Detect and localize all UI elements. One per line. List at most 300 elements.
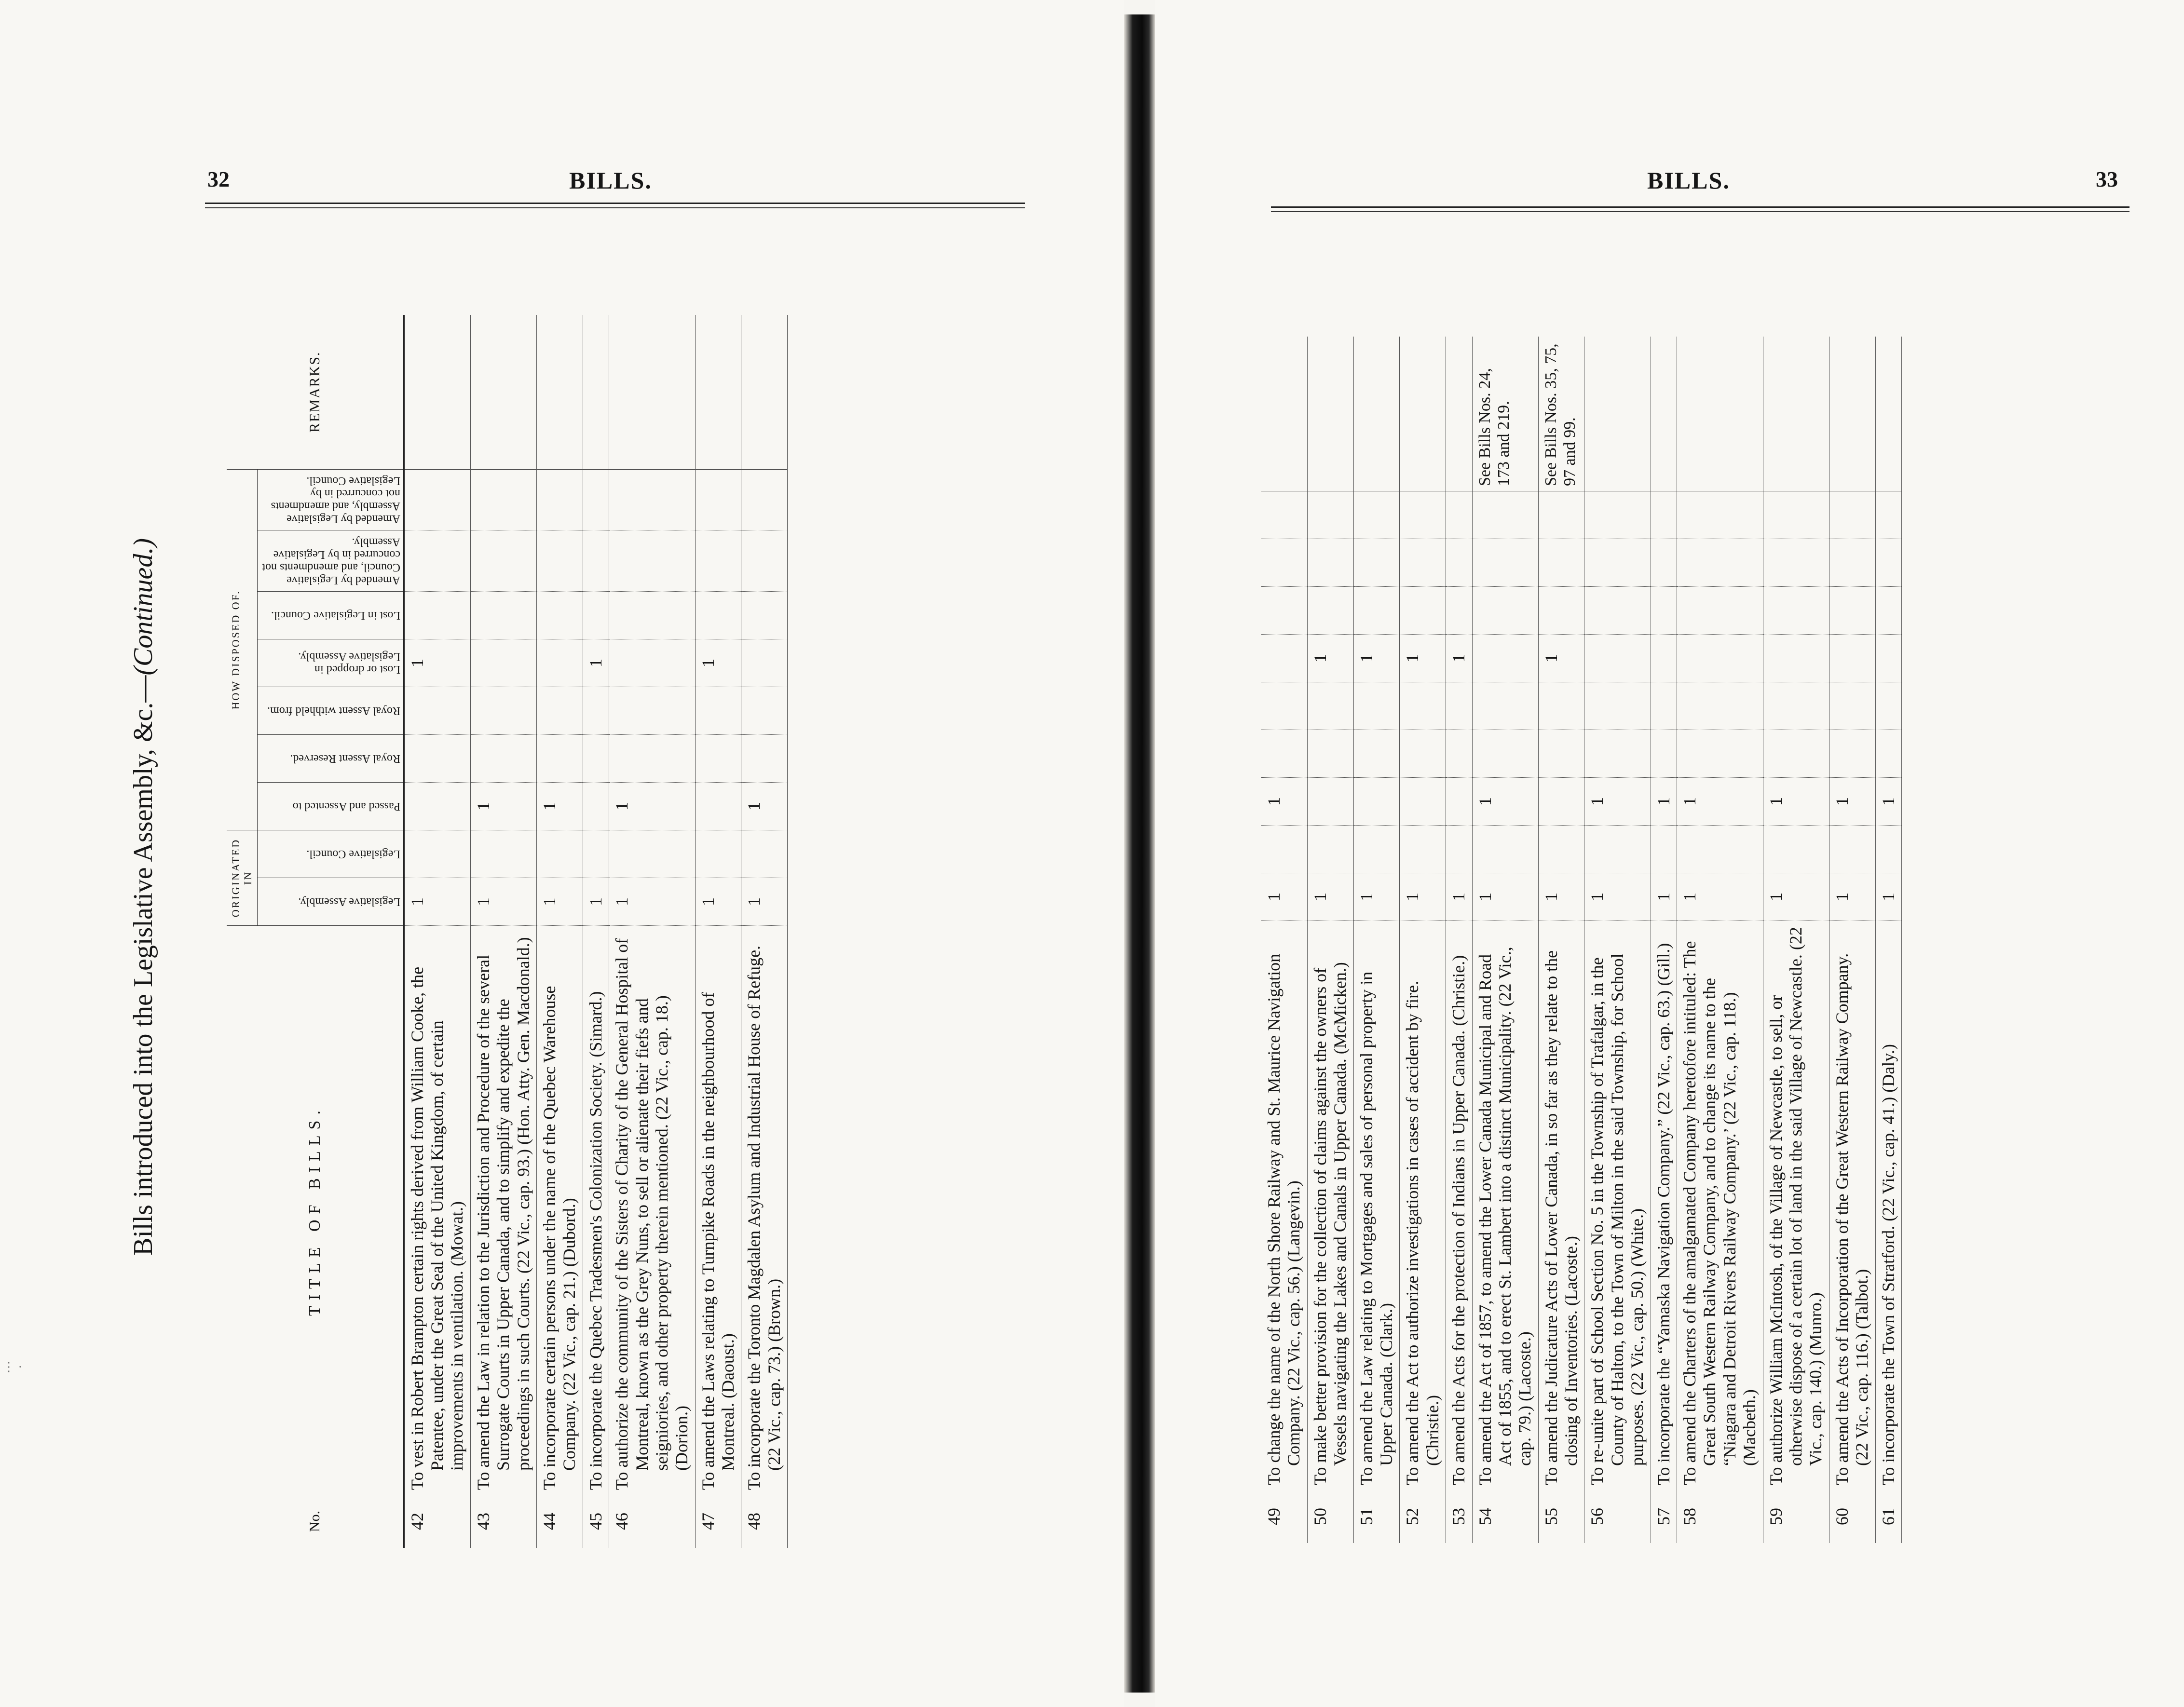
mark-col-3: [1446, 778, 1472, 826]
remark: [470, 315, 536, 470]
mark-col-5: [1829, 682, 1875, 730]
bill-number: 51: [1353, 1490, 1400, 1543]
mark-col-9: [1472, 491, 1538, 539]
column-header-text: Lost in Legislative Council.: [271, 609, 400, 622]
table-row: [695, 315, 741, 1548]
bill-number: 46: [609, 1495, 696, 1548]
right-page: [1155, 0, 2184, 1707]
mark-col-8: [404, 530, 470, 592]
table-row: [1875, 337, 1901, 1543]
column-header-text: Amended by Legislative Assembly, and amendments not concurred in by Legislative Council.: [271, 474, 400, 526]
bill-title: To amend the Act to authorize investigations in cases of accident by fire. (Christie.): [1400, 921, 1446, 1490]
header-rule-right-2: [1271, 211, 2129, 212]
mark-col-2: [1651, 826, 1677, 873]
mark-col-5: [609, 687, 696, 735]
column-header-text: Legislative Assembly.: [298, 895, 400, 908]
mark-col-1: 1: [1763, 873, 1829, 921]
mark-col-7: [741, 592, 788, 639]
remark: [1400, 337, 1446, 491]
mark-col-6: 1: [1538, 635, 1584, 682]
mark-col-3: [583, 783, 609, 830]
mark-col-8: [1307, 539, 1353, 587]
mark-col-9: [1446, 491, 1472, 539]
mark-col-3: 1: [609, 783, 696, 830]
table-row: [1353, 337, 1400, 1543]
column-header-3: [257, 783, 404, 830]
remark: [1651, 337, 1677, 491]
mark-col-5: [404, 687, 470, 735]
mark-col-1: 1: [1472, 873, 1538, 921]
mark-col-6: [1763, 635, 1829, 682]
mark-col-4: [470, 735, 536, 783]
mark-col-5: [470, 687, 536, 735]
bill-title: To amend the Judicature Acts of Lower Canada, in so far as they relate to the closing of Inventories. (Lacoste.): [1538, 921, 1584, 1490]
mark-col-9: [470, 469, 536, 530]
table-row: [470, 315, 536, 1548]
mark-col-4: [1763, 730, 1829, 778]
mark-col-5: [1307, 682, 1353, 730]
page-number-right: 33: [2096, 167, 2118, 191]
mark-col-3: 1: [741, 783, 788, 830]
mark-col-8: [1651, 539, 1677, 587]
table-row: [404, 315, 470, 1548]
column-header-2: [257, 830, 404, 878]
mark-col-6: [1677, 635, 1763, 682]
table-row: [1677, 337, 1763, 1543]
header-originated: ORIGINATED IN: [227, 830, 257, 926]
mark-col-1: 1: [741, 878, 788, 926]
mark-col-6: [609, 639, 696, 687]
left-table-rotated: [128, 246, 1042, 1548]
mark-col-8: [1829, 539, 1875, 587]
mark-col-3: [695, 783, 741, 830]
mark-col-8: [1763, 539, 1829, 587]
mark-col-5: [1261, 682, 1307, 730]
header-remarks: REMARKS.: [227, 315, 404, 470]
mark-col-8: [1472, 539, 1538, 587]
table-row: [1446, 337, 1472, 1543]
mark-col-8: [1261, 539, 1307, 587]
mark-col-1: 1: [1538, 873, 1584, 921]
bill-title: To authorize William McIntosh, of the Village of Newcastle, to sell, or otherwise dispose of a certain lot of land in the said Village of Newcastle. (22 Vic., cap. 140.) (Munro.): [1763, 921, 1829, 1490]
mark-col-1: 1: [1677, 873, 1763, 921]
page-number-left: 32: [207, 167, 230, 191]
mark-col-7: [1446, 587, 1472, 635]
bill-title: To amend the Laws relating to Turnpike Roads in the neighbourhood of Montreal. (Daoust.): [695, 926, 741, 1495]
mark-col-1: 1: [1875, 873, 1901, 921]
column-header-7: [257, 592, 404, 639]
mark-col-7: [695, 592, 741, 639]
mark-col-4: [1584, 730, 1651, 778]
running-head-left: BILLS.: [569, 167, 652, 194]
mark-col-4: [741, 735, 788, 783]
mark-col-2: [609, 830, 696, 878]
mark-col-1: 1: [695, 878, 741, 926]
mark-col-8: [1446, 539, 1472, 587]
bills-table-left: [227, 315, 788, 1548]
bill-title: To amend the Charters of the amalgamated Company heretofore intituled: The Great South Western Railway Company, and to change its name to the “Niagara and Detroit Rivers Railway Company.’ (22 Vic., cap. 118.) (Macbeth.): [1677, 921, 1763, 1490]
mark-col-6: 1: [1446, 635, 1472, 682]
mark-col-8: [1584, 539, 1651, 587]
mark-col-4: [1446, 730, 1472, 778]
mark-col-7: [583, 592, 609, 639]
bill-number: 47: [695, 1495, 741, 1548]
mark-col-1: 1: [1446, 873, 1472, 921]
remark: [695, 315, 741, 470]
header-no: No.: [227, 1495, 404, 1548]
mark-col-4: [1400, 730, 1446, 778]
mark-col-5: [1353, 682, 1400, 730]
mark-col-5: [1763, 682, 1829, 730]
mark-col-2: [1677, 826, 1763, 873]
mark-col-5: [1446, 682, 1472, 730]
mark-col-4: [1875, 730, 1901, 778]
header-rule-right: [1271, 206, 2129, 208]
mark-col-6: 1: [404, 639, 470, 687]
mark-col-7: [1307, 587, 1353, 635]
mark-col-2: [1307, 826, 1353, 873]
mark-col-2: [1584, 826, 1651, 873]
mark-col-1: 1: [1651, 873, 1677, 921]
table-row: [583, 315, 609, 1548]
mark-col-4: [536, 735, 583, 783]
running-head-right: BILLS.: [1647, 167, 1730, 194]
bill-title: To incorporate the “Yamaska Navigation Company.” (22 Vic., cap. 63.) (Gill.): [1651, 921, 1677, 1490]
mark-col-6: [1584, 635, 1651, 682]
bill-number: 48: [741, 1495, 788, 1548]
mark-col-6: [1651, 635, 1677, 682]
remark: [609, 315, 696, 470]
mark-col-4: [583, 735, 609, 783]
mark-col-5: [1875, 682, 1901, 730]
mark-col-5: [1472, 682, 1538, 730]
book-binding: [1124, 14, 1155, 1693]
mark-col-3: [1400, 778, 1446, 826]
mark-col-6: 1: [583, 639, 609, 687]
mark-col-9: [609, 469, 696, 530]
mark-col-7: [1875, 587, 1901, 635]
bill-title: To amend the Law in relation to the Jurisdiction and Procedure of the several Surrogate Courts in Upper Canada, and to simplify and expedite the proceedings in such Courts. (22 Vic., cap. 93.) (Hon. Atty. Gen. Macdonald.): [470, 926, 536, 1495]
mark-col-8: [695, 530, 741, 592]
column-header-text: Lost or dropped in Legislative Assembly.: [298, 650, 400, 676]
remark: [1307, 337, 1353, 491]
mark-col-2: [1875, 826, 1901, 873]
mark-col-1: 1: [1353, 873, 1400, 921]
mark-col-8: [1677, 539, 1763, 587]
column-header-4: [257, 735, 404, 783]
header-title: TITLE OF BILLS.: [227, 926, 404, 1495]
table-row: [1538, 337, 1584, 1543]
mark-col-8: [1353, 539, 1400, 587]
mark-col-7: [404, 592, 470, 639]
mark-col-2: [1446, 826, 1472, 873]
bill-number: 53: [1446, 1490, 1472, 1543]
right-table-rotated: [1261, 241, 2168, 1543]
mark-col-5: [695, 687, 741, 735]
mark-col-9: [1353, 491, 1400, 539]
mark-col-4: [1472, 730, 1538, 778]
header-rule-left-2: [205, 207, 1025, 208]
mark-col-9: [1875, 491, 1901, 539]
bill-title: To incorporate the Toronto Magdalen Asylum and Industrial House of Refuge. (22 Vic., cap. 73.) (Brown.): [741, 926, 788, 1495]
mark-col-4: [1677, 730, 1763, 778]
bill-title: To vest in Robert Brampton certain rights derived from William Cooke, the Patentee, under the Great Seal of the United Kingdom, of certain improvements in ventilation. (Mowat.): [404, 926, 470, 1495]
mark-col-7: [1651, 587, 1677, 635]
table-row: [1829, 337, 1875, 1543]
column-header-text: Legislative Council.: [306, 848, 400, 861]
mark-col-6: 1: [1400, 635, 1446, 682]
mark-col-3: 1: [536, 783, 583, 830]
mark-col-4: [609, 735, 696, 783]
bill-number: 52: [1400, 1490, 1446, 1543]
mark-col-2: [1538, 826, 1584, 873]
column-header-1: [257, 878, 404, 926]
mark-col-2: [1829, 826, 1875, 873]
mark-col-4: [695, 735, 741, 783]
mark-col-7: [1538, 587, 1584, 635]
mark-col-7: [1472, 587, 1538, 635]
mark-col-1: 1: [536, 878, 583, 926]
mark-col-9: [1261, 491, 1307, 539]
column-header-text: Royal Assent Reserved.: [289, 752, 400, 765]
edge-specks: ⋮ ·: [2, 1360, 23, 1374]
mark-col-4: [1829, 730, 1875, 778]
mark-col-5: [1538, 682, 1584, 730]
bill-number: 49: [1261, 1490, 1307, 1543]
header-disposed: HOW DISPOSED OF.: [227, 469, 257, 830]
mark-col-2: [741, 830, 788, 878]
mark-col-2: [695, 830, 741, 878]
bill-number: 43: [470, 1495, 536, 1548]
remark: [536, 315, 583, 470]
mark-col-6: 1: [695, 639, 741, 687]
mark-col-9: [1763, 491, 1829, 539]
table-row: [1472, 337, 1538, 1543]
mark-col-4: [1261, 730, 1307, 778]
mark-col-4: [1353, 730, 1400, 778]
mark-col-7: [609, 592, 696, 639]
mark-col-9: [536, 469, 583, 530]
mark-col-8: [1400, 539, 1446, 587]
remark: [1261, 337, 1307, 491]
mark-col-1: 1: [1829, 873, 1875, 921]
remark: See Bills Nos. 35, 75, 97 and 99.: [1538, 337, 1584, 491]
mark-col-9: [1584, 491, 1651, 539]
mark-col-9: [1538, 491, 1584, 539]
mark-col-9: [695, 469, 741, 530]
mark-col-3: 1: [470, 783, 536, 830]
mark-col-8: [1538, 539, 1584, 587]
mark-col-3: 1: [1472, 778, 1538, 826]
mark-col-3: 1: [1875, 778, 1901, 826]
mark-col-7: [1677, 587, 1763, 635]
remark: [1875, 337, 1901, 491]
mark-col-4: [1651, 730, 1677, 778]
mark-col-7: [1829, 587, 1875, 635]
mark-col-2: [1400, 826, 1446, 873]
remark: See Bills Nos. 24, 173 and 219.: [1472, 337, 1538, 491]
bill-number: 61: [1875, 1490, 1901, 1543]
mark-col-7: [1400, 587, 1446, 635]
table-row: [609, 315, 696, 1548]
mark-col-8: [583, 530, 609, 592]
table-caption: [128, 246, 159, 1548]
table-row: [1307, 337, 1353, 1543]
mark-col-9: [583, 469, 609, 530]
mark-col-5: [1584, 682, 1651, 730]
bill-number: 54: [1472, 1490, 1538, 1543]
mark-col-9: [1307, 491, 1353, 539]
mark-col-1: 1: [1584, 873, 1651, 921]
mark-col-8: [741, 530, 788, 592]
bill-title: To incorporate the Town of Stratford. (22 Vic., cap. 41.) (Daly.): [1875, 921, 1901, 1490]
mark-col-1: 1: [1307, 873, 1353, 921]
mark-col-3: 1: [1651, 778, 1677, 826]
mark-col-3: 1: [1829, 778, 1875, 826]
mark-col-6: [1829, 635, 1875, 682]
remark: [583, 315, 609, 470]
bill-title: To incorporate certain persons under the name of the Quebec Warehouse Company. (22 Vic., cap. 21.) (Dubord.): [536, 926, 583, 1495]
table-row: [1400, 337, 1446, 1543]
mark-col-5: [1651, 682, 1677, 730]
mark-col-6: [1261, 635, 1307, 682]
mark-col-5: [536, 687, 583, 735]
bill-number: 55: [1538, 1490, 1584, 1543]
mark-col-1: 1: [1261, 873, 1307, 921]
mark-col-7: [536, 592, 583, 639]
bill-title: To amend the Acts for the protection of Indians in Upper Canada. (Christie.): [1446, 921, 1472, 1490]
mark-col-2: [404, 830, 470, 878]
table-row: [536, 315, 583, 1548]
mark-col-2: [536, 830, 583, 878]
mark-col-9: [741, 469, 788, 530]
caption-text: Bills introduced into the Legislative Assembly, &c.—: [128, 675, 158, 1256]
mark-col-4: [404, 735, 470, 783]
table-row: [741, 315, 788, 1548]
column-header-8: [257, 530, 404, 592]
table-row: [1763, 337, 1829, 1543]
bill-number: 58: [1677, 1490, 1763, 1543]
mark-col-2: [1472, 826, 1538, 873]
bill-number: 42: [404, 1495, 470, 1548]
mark-col-9: [1829, 491, 1875, 539]
column-header-text: Passed and Assented to: [292, 800, 400, 813]
remark: [741, 315, 788, 470]
bill-title: To incorporate the Quebec Tradesmen's Colonization Society. (Simard.): [583, 926, 609, 1495]
mark-col-2: [1763, 826, 1829, 873]
mark-col-8: [470, 530, 536, 592]
bill-title: To authorize the community of the Sisters of Charity of the General Hospital of Montreal, known as the Grey Nuns, to sell or alienate their fiefs and seigniories, and other property therein mentioned. (22 Vic., cap. 18.) (Dorion.): [609, 926, 696, 1495]
mark-col-3: [404, 783, 470, 830]
bill-title: To amend the Acts of Incorporation of the Great Western Railway Company. (22 Vic., cap. 116.) (Talbot.): [1829, 921, 1875, 1490]
mark-col-7: [1261, 587, 1307, 635]
mark-col-3: [1538, 778, 1584, 826]
remark: [1584, 337, 1651, 491]
mark-col-3: 1: [1584, 778, 1651, 826]
mark-col-5: [583, 687, 609, 735]
bills-table-right: [1261, 337, 1902, 1543]
mark-col-9: [1400, 491, 1446, 539]
mark-col-1: 1: [404, 878, 470, 926]
table-row: [1651, 337, 1677, 1543]
mark-col-6: [536, 639, 583, 687]
mark-col-4: [1307, 730, 1353, 778]
bill-number: 45: [583, 1495, 609, 1548]
remark: [1829, 337, 1875, 491]
mark-col-1: 1: [1400, 873, 1446, 921]
remark: [404, 315, 470, 470]
mark-col-6: 1: [1307, 635, 1353, 682]
mark-col-6: [741, 639, 788, 687]
bill-title: To amend the Act of 1857, to amend the Lower Canada Municipal and Road Act of 1855, and to erect St. Lambert into a distinct Municipality. (22 Vic., cap. 79.) (Lacoste.): [1472, 921, 1538, 1490]
mark-col-8: [609, 530, 696, 592]
mark-col-2: [583, 830, 609, 878]
column-header-9: [257, 469, 404, 530]
mark-col-8: [536, 530, 583, 592]
bill-number: 50: [1307, 1490, 1353, 1543]
mark-col-3: 1: [1677, 778, 1763, 826]
mark-col-6: 1: [1353, 635, 1400, 682]
column-header-text: Amended by Legislative Council, and amendments not concurred in by Legislative Assembly.: [261, 535, 400, 586]
mark-col-3: 1: [1763, 778, 1829, 826]
column-header-6: [257, 639, 404, 687]
mark-col-1: 1: [583, 878, 609, 926]
mark-col-7: [470, 592, 536, 639]
mark-col-1: 1: [470, 878, 536, 926]
mark-col-7: [1353, 587, 1400, 635]
mark-col-8: [1875, 539, 1901, 587]
mark-col-3: [1353, 778, 1400, 826]
bill-number: 56: [1584, 1490, 1651, 1543]
table-row: [1584, 337, 1651, 1543]
mark-col-6: [1472, 635, 1538, 682]
bill-title: To change the name of the North Shore Railway and St. Maurice Navigation Company. (22 Vic., cap. 56.) (Langevin.): [1261, 921, 1307, 1490]
remark: [1353, 337, 1400, 491]
table-row: [1261, 337, 1307, 1543]
bill-number: 59: [1763, 1490, 1829, 1543]
mark-col-9: [404, 469, 470, 530]
bill-title: To re-unite part of School Section No. 5 in the Township of Trafalgar, in the County of Halton, to the Town of Milton in the said Township, for School purposes. (22 Vic., cap. 50.) (White.): [1584, 921, 1651, 1490]
remark: [1763, 337, 1829, 491]
mark-col-6: [1875, 635, 1901, 682]
bill-number: 44: [536, 1495, 583, 1548]
bill-title: To amend the Law relating to Mortgages and sales of personal property in Upper Canada. (Clark.): [1353, 921, 1400, 1490]
remark: [1446, 337, 1472, 491]
column-header-text: Royal Assent withheld from.: [267, 704, 400, 718]
bill-number: 60: [1829, 1490, 1875, 1543]
mark-col-6: [470, 639, 536, 687]
mark-col-3: [1307, 778, 1353, 826]
caption-continued: (Continued.): [128, 538, 158, 676]
mark-col-2: [470, 830, 536, 878]
header-rule-left: [205, 203, 1025, 204]
mark-col-5: [1677, 682, 1763, 730]
mark-col-7: [1763, 587, 1829, 635]
mark-col-1: 1: [609, 878, 696, 926]
mark-col-9: [1651, 491, 1677, 539]
mark-col-2: [1261, 826, 1307, 873]
column-header-5: [257, 687, 404, 735]
mark-col-2: [1353, 826, 1400, 873]
mark-col-5: [1400, 682, 1446, 730]
mark-col-9: [1677, 491, 1763, 539]
bill-title: To make better provision for the collection of claims against the owners of Vessels navigating the Lakes and Canals in Upper Canada. (McMicken.): [1307, 921, 1353, 1490]
mark-col-4: [1538, 730, 1584, 778]
mark-col-5: [741, 687, 788, 735]
mark-col-7: [1584, 587, 1651, 635]
mark-col-3: 1: [1261, 778, 1307, 826]
remark: [1677, 337, 1763, 491]
